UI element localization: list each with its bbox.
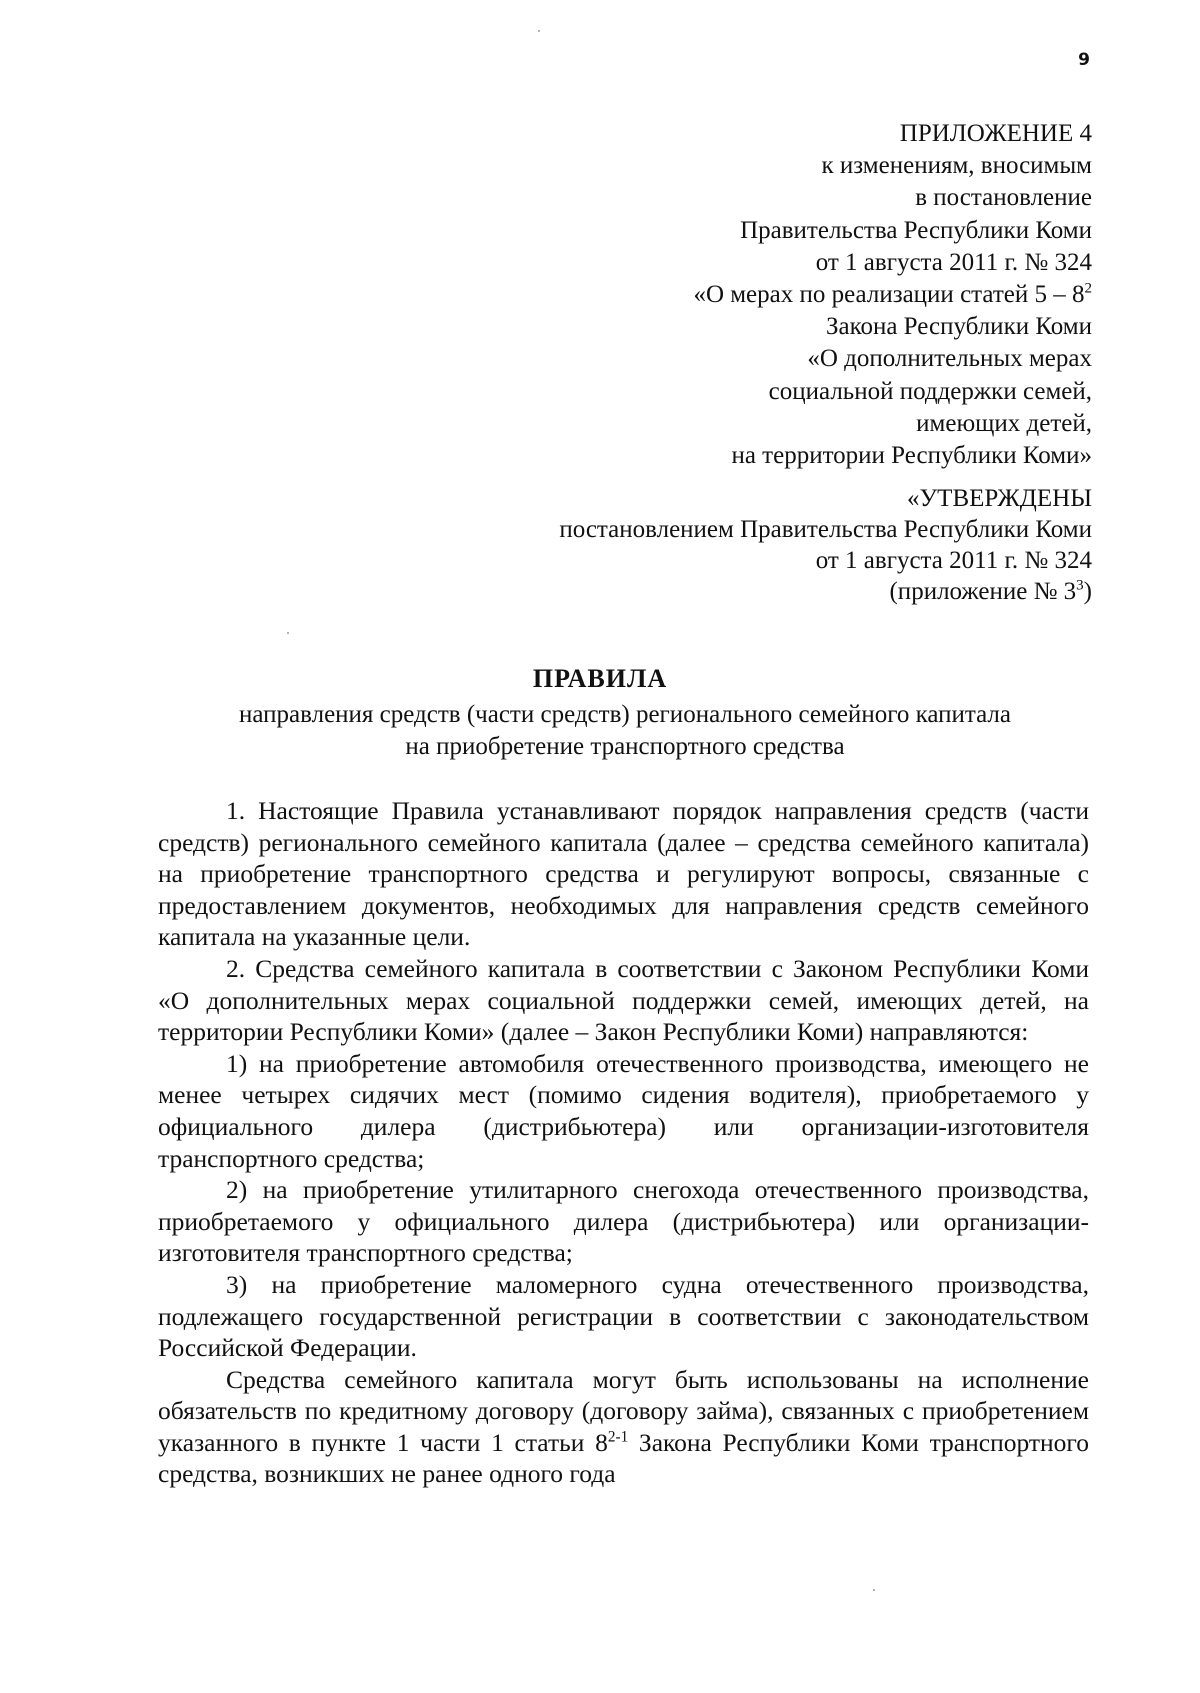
document-subtitle <box>150 699 1100 763</box>
approved-line <box>559 576 1092 607</box>
approved-line: «УТВЕРЖДЕНЫ <box>906 485 1092 512</box>
appendix-header <box>693 118 1092 472</box>
paragraph-3-text-tail: Закона Республики Коми транспортного средства, возникших не ранее одного года <box>158 1427 1089 1489</box>
superscript: 3 <box>1076 577 1084 594</box>
paragraph-3-text: Средства семейного капитала могут быть использованы на исполнение обязательств по кредитному договору (договору займа), связанных с приобретением указанного в пункте 1 части 1 статьи 8 <box>158 1364 1089 1457</box>
appendix-line: имеющих детей, <box>916 409 1092 437</box>
appendix-line: от 1 августа 2011 г. № 324 <box>815 248 1092 276</box>
list-item-3: 3) на приобретение маломерного судна отечественного производства, подлежащего государственной регистрации в соответствии с законодательством Российской Федерации. <box>158 1269 1089 1363</box>
approved-line-text: (приложение № 3 <box>889 578 1077 605</box>
list-item-1: 1) на приобретение автомобиля отечественного производства, имеющего не менее четырех сидячих мест (помимо сидения водителя), приобретаемого у официального дилера (дистрибьютера) или организации-изготовителя транспортного средства; <box>158 1048 1089 1173</box>
scan-speck <box>873 1589 875 1591</box>
scan-speck <box>287 632 289 634</box>
appendix-line: «О дополнительных мерах <box>807 345 1092 373</box>
document-title: ПРАВИЛА <box>532 664 668 693</box>
paragraph-2: 2. Средства семейного капитала в соответствии с Законом Республики Коми «О дополнительных мерах социальной поддержки семей, имеющих детей, на территории Республики Коми» (далее – Закон Республики Коми) направляются: <box>158 953 1089 1047</box>
approved-line: постановлением Правительства Республики Коми <box>559 516 1092 543</box>
paragraph-3 <box>158 1364 1089 1490</box>
approved-line-tail: ) <box>1083 578 1092 605</box>
page-number: 9 <box>1078 50 1090 70</box>
superscript: 2 <box>1084 280 1092 297</box>
appendix-line-text: «О мерах по реализации статей 5 – 8 <box>693 281 1085 309</box>
appendix-line: на территории Республики Коми» <box>731 442 1092 470</box>
appendix-line: ПРИЛОЖЕНИЕ 4 <box>899 120 1092 147</box>
paragraph-1: 1. Настоящие Правила устанавливают порядок направления средств (части средств) регионального семейного капитала (далее – средства семейного капитала) на приобретение транспортного средства и регулируют вопросы, связанные с предоставлением документов, необходимых для направления средств семейного капитала на указанные цели. <box>158 796 1089 952</box>
approved-line: от 1 августа 2011 г. № 324 <box>815 547 1092 574</box>
document-body <box>158 795 1089 1490</box>
superscript: 2-1 <box>607 1428 629 1446</box>
scan-speck <box>538 30 540 32</box>
list-item-2: 2) на приобретение утилитарного снегохода отечественного производства, приобретаемого у официального дилера (дистрибьютера) или организации-изготовителя транспортного средства; <box>158 1175 1089 1268</box>
appendix-line: Закона Республики Коми <box>825 313 1092 341</box>
appendix-line: Правительства Республики Коми <box>740 216 1092 244</box>
appendix-line: в постановление <box>915 184 1092 212</box>
approval-stamp-text <box>559 483 1092 607</box>
appendix-line <box>693 279 1092 311</box>
subtitle-line: направления средств (части средств) регионального семейного капитала <box>239 701 1011 728</box>
subtitle-line: на приобретение транспортного средства <box>405 733 845 760</box>
appendix-line: к изменениям, вносимым <box>821 152 1092 180</box>
appendix-line: социальной поддержки семей, <box>768 377 1092 405</box>
